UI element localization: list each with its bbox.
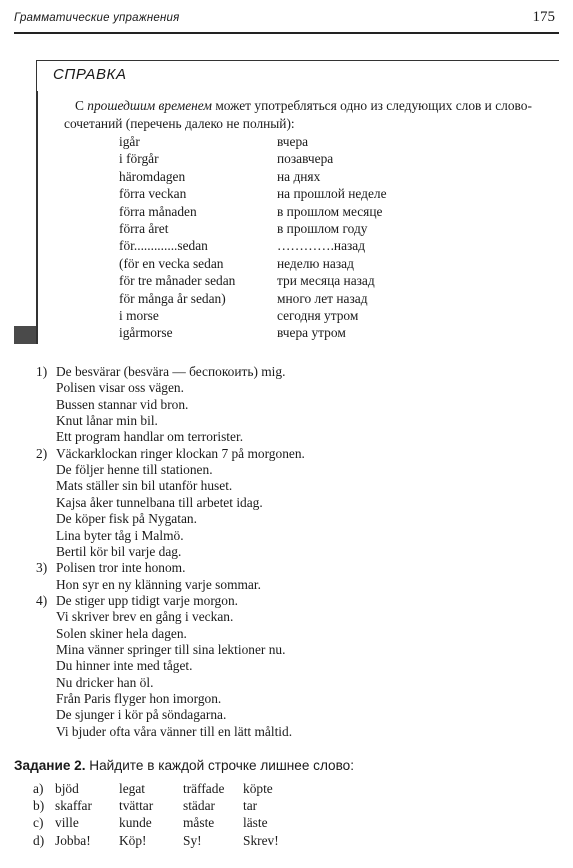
swedish-expression: för.............sedan (119, 238, 208, 254)
exercise-sentence: Från Paris flyger hon imorgon. (56, 691, 222, 706)
task2-word: skaffar (55, 798, 92, 814)
exercise-sentence: Du hinner inte med tåget. (56, 658, 193, 674)
reference-intro (64, 97, 560, 132)
swedish-expression: förra veckan (119, 186, 187, 202)
task2-word: köpte (243, 781, 273, 796)
exercise-number: 2) (36, 445, 48, 461)
task2-word: tvättar (119, 798, 154, 814)
intro-emphasis: прошедшим временем (87, 98, 212, 113)
russian-translation: на днях (277, 168, 321, 184)
russian-translation: ………….назад (277, 238, 366, 254)
swedish-expression: igårmorse (119, 325, 173, 341)
task2-word: måste (183, 815, 215, 831)
exercise-number: 3) (36, 560, 48, 576)
exercise-sentence: De köper fisk på Nygatan. (56, 511, 197, 527)
exercise-sentence: Lina byter tåg i Malmö. (56, 527, 184, 543)
task2-word: Jobba! (55, 832, 91, 848)
reference-box (36, 60, 559, 91)
task2-word: Sy! (183, 832, 202, 848)
swedish-expression: förra månaden (119, 203, 197, 219)
task2-letter: a) (33, 781, 44, 796)
task2-letter: b) (33, 798, 45, 814)
russian-translation: три месяца назад (277, 273, 375, 289)
swedish-expression: i förgår (119, 151, 159, 167)
task2-word: städar (183, 798, 215, 814)
task2-instruction: Найдите в каждой строчке лишнее слово: (85, 758, 355, 773)
exercise-sentence: Väckarklockan ringer klockan 7 på morgonen. (56, 445, 305, 461)
task2-word: kunde (119, 815, 152, 831)
russian-translation: позавчера (277, 151, 334, 167)
exercise-sentence: De sjunger i kör på söndagarna. (56, 707, 227, 723)
swedish-expression: förra året (119, 221, 169, 236)
exercise-sentence: Polisen visar oss vägen. (56, 380, 184, 396)
swedish-expression: för många år sedan) (119, 290, 226, 306)
russian-translation: вчера утром (277, 325, 346, 341)
exercise-sentence: Hon syr en ny klänning varje sommar. (56, 576, 261, 592)
russian-translation: на прошлой неделе (277, 186, 387, 202)
header-rule (14, 32, 559, 34)
exercise-sentence: Polisen tror inte honom. (56, 560, 186, 576)
exercise-sentence: Ett program handlar om terrorister. (56, 429, 244, 445)
intro-rest: может употребляться одно из следующих слов и слово- (211, 98, 532, 113)
page-number: 175 (532, 9, 555, 25)
exercise-sentence: De följer henne till stationen. (56, 462, 213, 478)
russian-translation: много лет назад (277, 290, 368, 306)
exercise-sentence: Nu dricker han öl. (56, 674, 154, 690)
exercise-number: 1) (36, 364, 48, 379)
intro-prefix: С (75, 98, 88, 113)
exercise-number: 4) (36, 592, 48, 608)
task2-word: tar (243, 798, 258, 814)
task2-word: Köp! (119, 832, 147, 848)
russian-translation: неделю назад (277, 255, 354, 271)
exercise-sentence: Mats ställer sin bil utanför huset. (56, 478, 233, 494)
exercise-sentence: Kajsa åker tunnelbana till arbetet idag. (56, 494, 263, 510)
exercise-sentence: Knut lånar min bil. (56, 413, 158, 429)
russian-translation: вчера (277, 134, 309, 149)
exercise-sentence: De stiger upp tidigt varje morgon. (56, 592, 238, 608)
exercise-sentence: Vi skriver brev en gång i veckan. (56, 609, 234, 625)
task2-heading (14, 758, 354, 773)
swedish-expression: för tre månader sedan (119, 273, 236, 289)
swedish-expression: i morse (119, 308, 159, 323)
intro-line-2: сочетаний (перечень далеко не полный): (64, 115, 295, 131)
task2-word: Skrev! (243, 832, 279, 848)
swedish-expression: häromdagen (119, 168, 186, 184)
exercise-sentence: De besvärar (besvära — беспокоить) mig. (56, 364, 286, 379)
exercise-sentence: Bertil kör bil varje dag. (56, 543, 182, 559)
exercise-sentence: Bussen stannar vid bron. (56, 396, 189, 412)
swedish-expression: (för en vecka sedan (119, 255, 224, 271)
intro-line-1 (64, 97, 560, 115)
reference-title: СПРАВКА (53, 66, 127, 83)
running-head: Грамматические упражнения (14, 12, 180, 24)
task2-word: legat (119, 781, 146, 796)
task2-label: Задание 2. (14, 758, 86, 773)
swedish-expression: igår (119, 134, 140, 149)
exercise-sentence: Vi bjuder ofta våra vänner till en lätt måltid. (56, 723, 293, 739)
russian-translation: в прошлом месяце (277, 203, 383, 219)
task2-word: ville (55, 815, 79, 831)
reference-side-marker (14, 326, 36, 344)
russian-translation: сегодня утром (277, 308, 359, 323)
exercise-sentence: Solen skiner hela dagen. (56, 625, 187, 641)
task2-letter: d) (33, 832, 45, 848)
exercise-sentence: Mina vänner springer till sina lektioner nu. (56, 641, 286, 657)
reference-side-line (36, 91, 38, 344)
task2-word: träffade (183, 781, 225, 796)
russian-translation: в прошлом году (277, 221, 368, 236)
task2-word: läste (243, 815, 268, 831)
task2-letter: c) (33, 815, 44, 831)
task2-word: bjöd (55, 781, 79, 796)
